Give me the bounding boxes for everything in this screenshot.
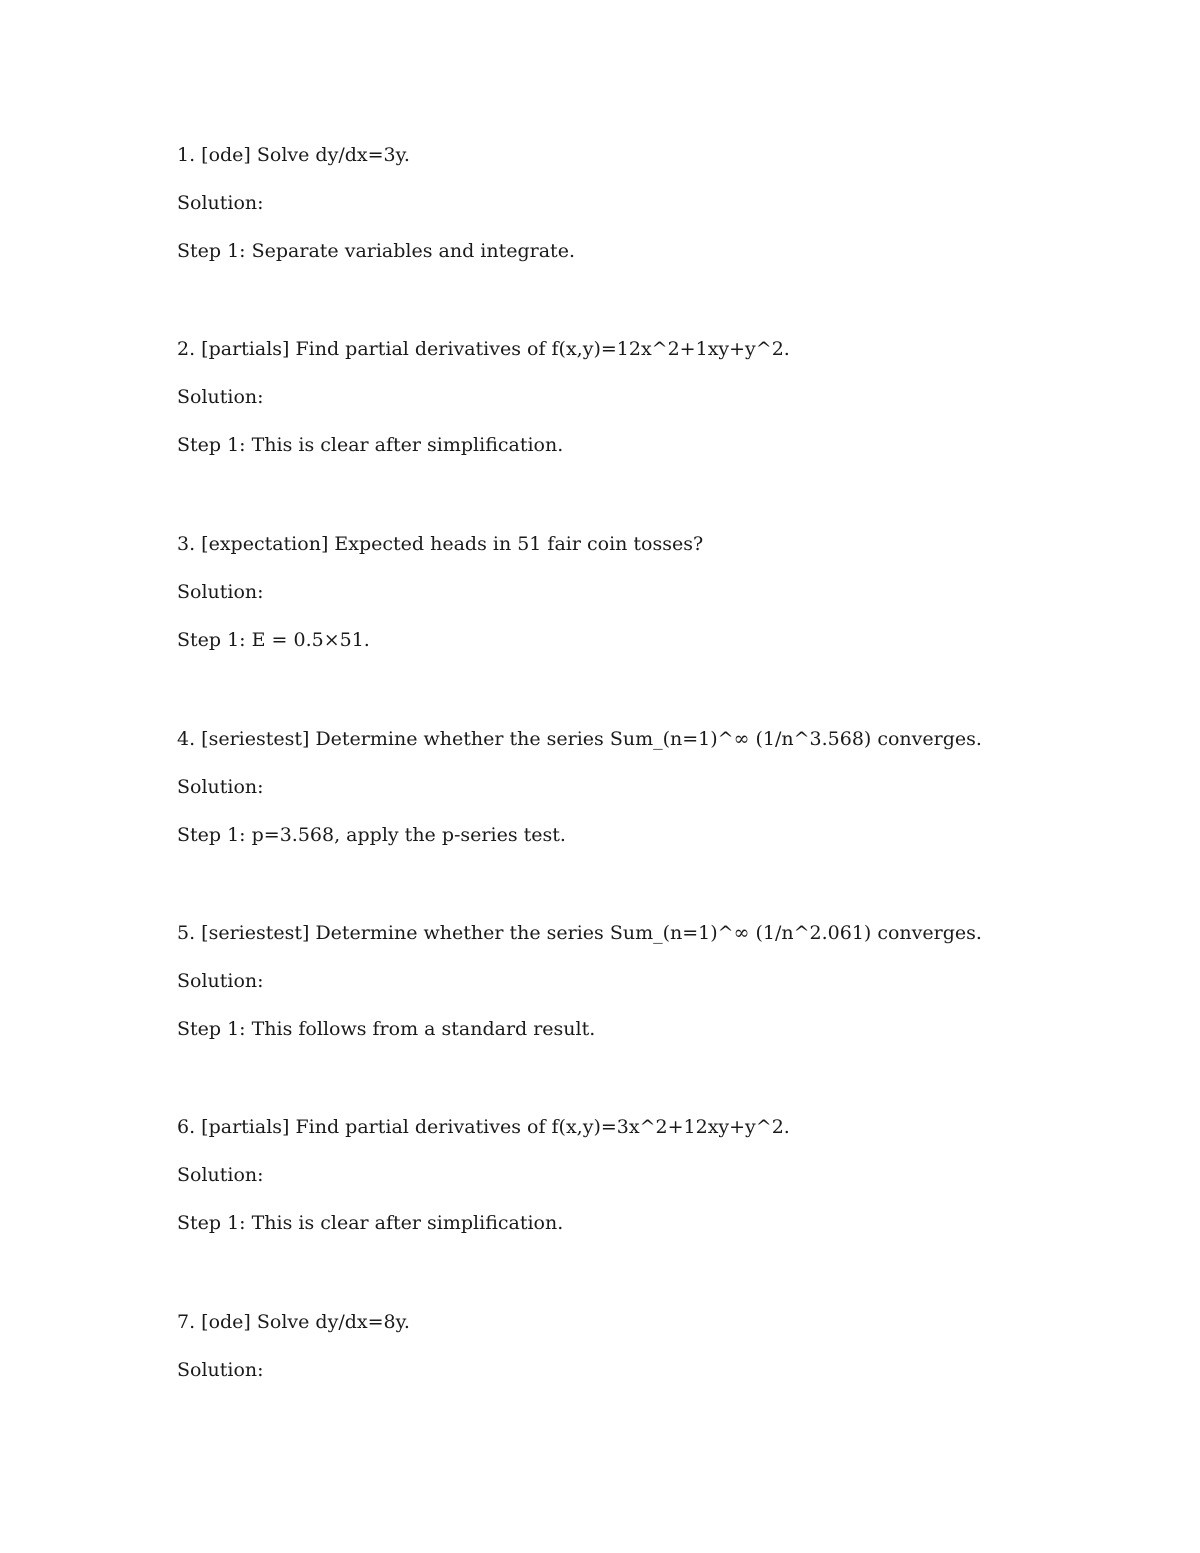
problem-question: 7. [ode] Solve dy/dx=8y. — [177, 1311, 410, 1333]
solution-step: Step 1: This follows from a standard result. — [177, 1018, 596, 1040]
problem-question: 5. [seriestest] Determine whether the series Sum_(n=1)^∞ (1/n^2.061) converges. — [177, 922, 982, 944]
solution-step: Step 1: This is clear after simplification. — [177, 1212, 564, 1234]
problem-5 — [177, 921, 1137, 1041]
solution-label: Solution: — [177, 192, 264, 214]
problem-7 — [177, 1310, 1137, 1382]
problem-3 — [177, 532, 1137, 652]
problem-question: 4. [seriestest] Determine whether the series Sum_(n=1)^∞ (1/n^3.568) converges. — [177, 728, 982, 750]
problem-question: 2. [partials] Find partial derivatives of f(x,y)=12x^2+1xy+y^2. — [177, 338, 790, 360]
solution-label: Solution: — [177, 1359, 264, 1381]
problem-6 — [177, 1115, 1137, 1235]
solution-label: Solution: — [177, 776, 264, 798]
solution-step: Step 1: p=3.568, apply the p-series test. — [177, 824, 566, 846]
problem-question: 3. [expectation] Expected heads in 51 fair coin tosses? — [177, 533, 704, 555]
solution-label: Solution: — [177, 581, 264, 603]
solution-label: Solution: — [177, 1164, 264, 1186]
problem-4 — [177, 727, 1137, 847]
problem-2 — [177, 337, 1137, 457]
problem-1 — [177, 143, 1137, 263]
solution-step: Step 1: Separate variables and integrate. — [177, 240, 575, 262]
problem-question: 6. [partials] Find partial derivatives of f(x,y)=3x^2+12xy+y^2. — [177, 1116, 790, 1138]
solution-step: Step 1: This is clear after simplification. — [177, 434, 564, 456]
solution-label: Solution: — [177, 386, 264, 408]
solution-label: Solution: — [177, 970, 264, 992]
solution-step: Step 1: E = 0.5×51. — [177, 629, 370, 651]
problem-question: 1. [ode] Solve dy/dx=3y. — [177, 144, 410, 166]
